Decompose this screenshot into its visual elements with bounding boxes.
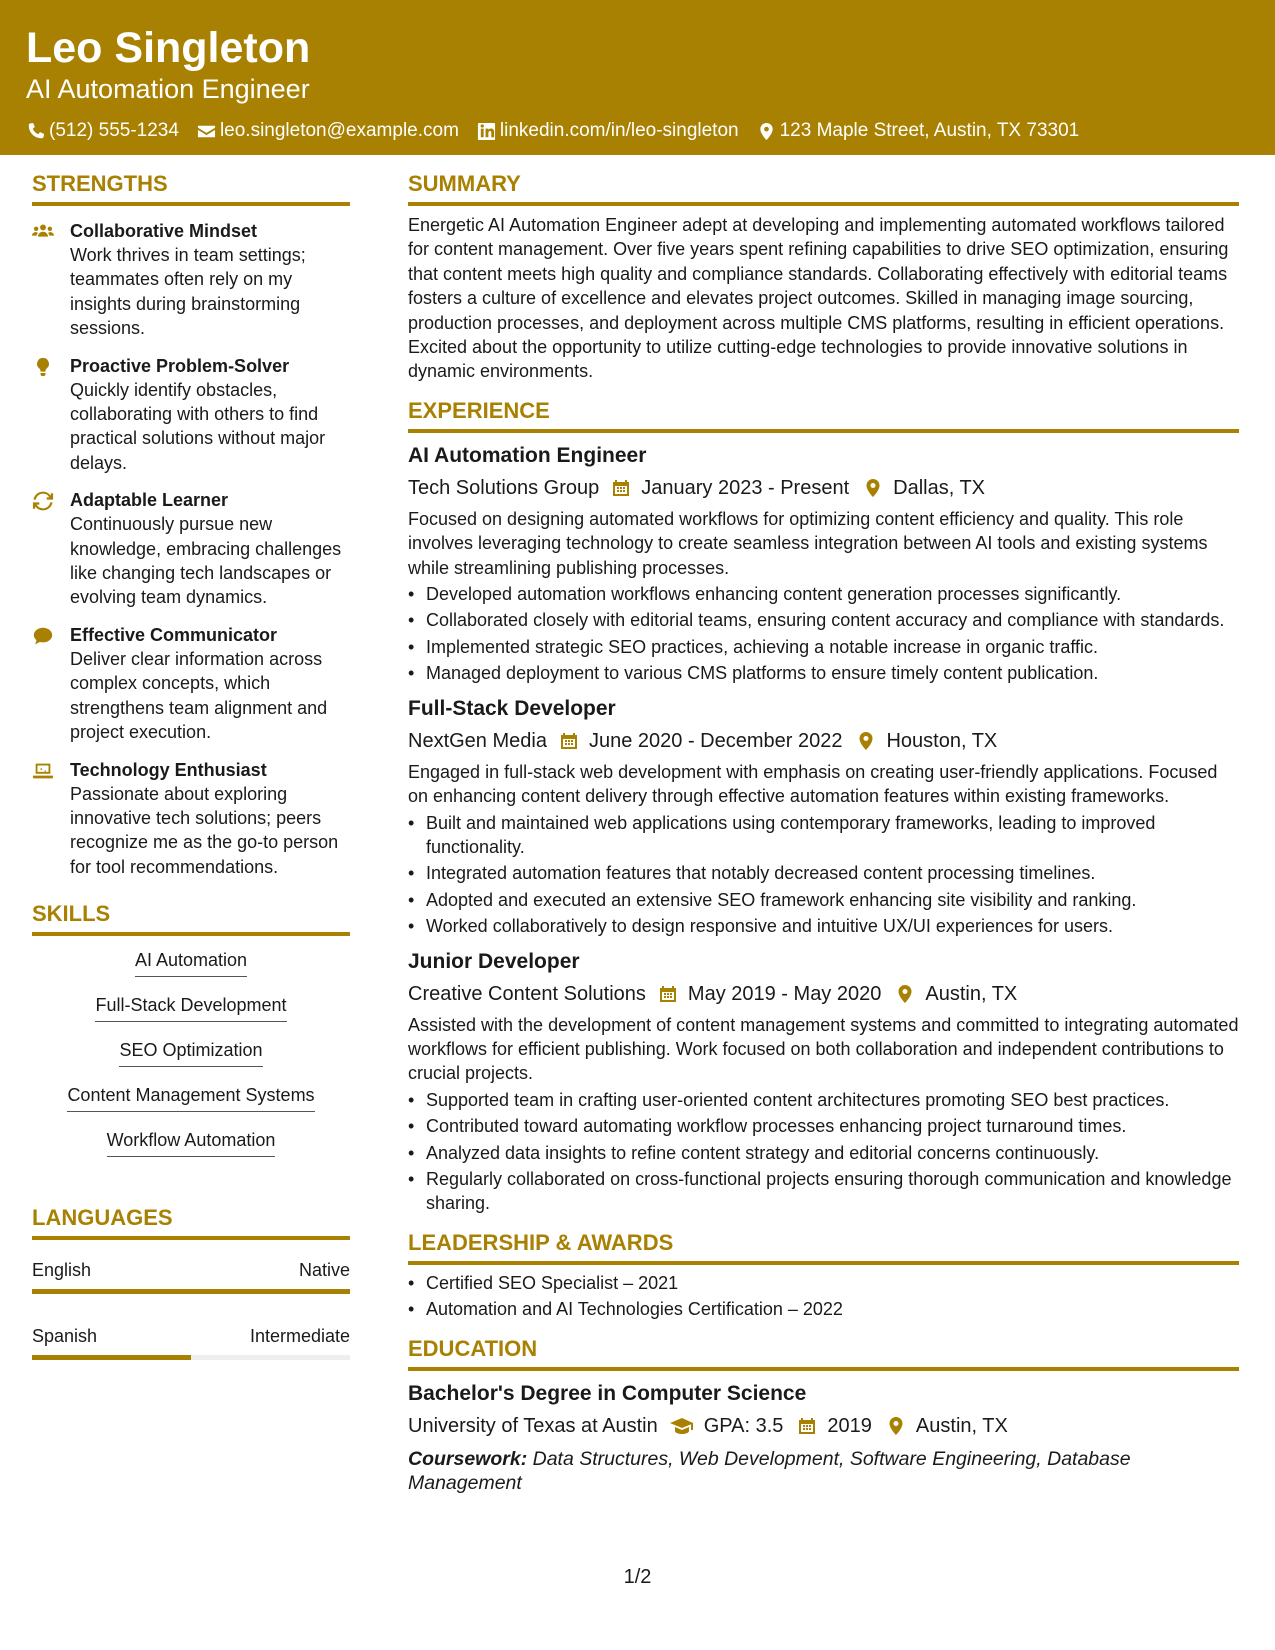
job-title: Full-Stack Developer [408, 696, 616, 720]
language-level: Intermediate [249, 1326, 350, 1347]
degree-title: Bachelor's Degree in Computer Science [408, 1381, 807, 1405]
strength-description: Continuously pursue new knowledge, embracing challenges like changing tech landscapes or evolving team dynamics. [70, 514, 342, 608]
strength-item [32, 354, 350, 476]
language-name: English [32, 1260, 92, 1281]
strength-title: Effective Communicator [70, 624, 278, 645]
envelope-icon [197, 122, 216, 141]
candidate-name: Leo Singleton [26, 24, 311, 72]
job-company: NextGen Media [408, 729, 547, 752]
phone-text: (512) 555-1234 [49, 120, 179, 141]
summary-heading: SUMMARY [408, 171, 1239, 206]
strength-description: Passionate about exploring innovative tech solutions; peers recognize me as the go-to person for tool recommendations. [70, 783, 339, 877]
school-name: University of Texas at Austin [408, 1414, 658, 1437]
map-pin-icon [757, 122, 776, 141]
strength-item [32, 623, 350, 745]
contact-email[interactable] [197, 120, 459, 142]
education-heading: EDUCATION [408, 1336, 1239, 1371]
skill-tag: Full-Stack Development [95, 993, 286, 1022]
skills-heading: SKILLS [32, 901, 350, 936]
school-location: Austin, TX [915, 1414, 1008, 1437]
strength-title: Technology Enthusiast [70, 759, 267, 780]
job-bullet: • Implemented strategic SEO practices, achieving a notable increase in organic traffic. [408, 635, 1239, 659]
skills-list [32, 948, 350, 1173]
linkedin-text: linkedin.com/in/leo-singleton [499, 120, 739, 141]
job-company: Tech Solutions Group [408, 476, 600, 499]
job-bullet: • Regularly collaborated on cross-functional projects ensuring thorough communication and knowledge sharing. [408, 1167, 1239, 1216]
contact-phone[interactable] [26, 120, 179, 142]
languages-heading: LANGUAGES [32, 1205, 350, 1240]
strengths-heading: STRENGTHS [32, 171, 350, 206]
left-column [32, 155, 350, 1360]
job-company: Creative Content Solutions [408, 982, 646, 1005]
map-pin-icon [856, 731, 876, 751]
language-item [32, 1258, 350, 1294]
skill-tag: Content Management Systems [67, 1083, 314, 1112]
email-text: leo.singleton@example.com [219, 120, 459, 141]
leadership-heading: LEADERSHIP & AWARDS [408, 1230, 1239, 1265]
job-bullet: • Contributed toward automating workflow processes enhancing project turnaround times. [408, 1114, 1239, 1138]
laptop-icon [32, 760, 54, 782]
strength-description: Deliver clear information across complex concepts, which strengthens team alignment and project execution. [70, 648, 328, 743]
job-bullet: • Supported team in crafting user-oriented content architectures promoting SEO best practices. [408, 1088, 1239, 1112]
strength-item [32, 488, 350, 610]
strength-item [32, 219, 350, 341]
job-bullet: • Collaborated closely with editorial teams, ensuring content accuracy and compliance with standards. [408, 608, 1239, 632]
calendar-icon [559, 731, 579, 751]
job-location: Austin, TX [925, 982, 1018, 1005]
contact-address [757, 120, 1080, 142]
strength-title: Proactive Problem-Solver [70, 355, 290, 376]
award-item: • Certified SEO Specialist – 2021 [408, 1271, 1239, 1295]
job-bullet: • Built and maintained web applications using contemporary frameworks, leading to improved functionality. [408, 811, 1239, 860]
contact-linkedin[interactable] [477, 120, 739, 142]
job-description: Assisted with the development of content management systems and committed to integrating automated workflows for efficient publishing. Work focused on both collaboration and independent contributions to crucial projects. [408, 1014, 1239, 1084]
resume-header [0, 0, 1275, 155]
job-entry [408, 441, 1239, 686]
strength-title: Adaptable Learner [70, 490, 229, 511]
coursework [408, 1447, 1239, 1495]
lightbulb-icon [32, 356, 54, 378]
summary-text: Energetic AI Automation Engineer adept at developing and implementing automated workflows tailored for content management. Over five years spent refining capabilities to drive SEO optimization, ensuring that content meets high quality and compliance standards. Collaborating effectively with editorial teams fosters a culture of excellence and elevates project outcomes. Skilled in managing image sourcing, production processes, and deployment across multiple CMS platforms, resulting in efficient operations. Excited about the opportunity to utilize cutting-edge technologies to provide innovative solutions in dynamic environments. [408, 215, 1229, 382]
job-bullet: • Analyzed data insights to refine content strategy and editorial concerns continuously. [408, 1141, 1239, 1165]
job-bullet: • Developed automation workflows enhancing content generation processes significantly. [408, 582, 1239, 606]
graduation-year: 2019 [827, 1414, 872, 1437]
strength-description: Work thrives in team settings; teammates often rely on my insights during brainstorming sessions. [70, 245, 306, 339]
job-description: Focused on designing automated workflows for optimizing content efficiency and quality. This role involves leveraging technology to create seamless integration between AI tools and existing systems while streamlining publishing processes. [408, 508, 1208, 578]
strength-title: Collaborative Mindset [70, 221, 258, 241]
linkedin-icon [477, 122, 496, 141]
skill-tag: Workflow Automation [107, 1128, 276, 1157]
coursework-label: Coursework: [408, 1447, 528, 1470]
education-entry [408, 1379, 1239, 1495]
map-pin-icon [863, 478, 883, 498]
award-item: • Automation and AI Technologies Certification – 2022 [408, 1297, 1239, 1321]
experience-heading: EXPERIENCE [408, 398, 1239, 433]
job-dates: January 2023 - Present [641, 476, 850, 499]
users-icon [32, 221, 54, 243]
page-number: 1/2 [623, 1566, 652, 1588]
calendar-icon [611, 478, 631, 498]
graduation-cap-icon [670, 1416, 694, 1436]
strength-item [32, 758, 350, 880]
proficiency-bar [32, 1355, 350, 1360]
contact-bar [26, 120, 1249, 142]
calendar-icon [797, 1416, 817, 1436]
proficiency-fill [32, 1289, 350, 1294]
job-description: Engaged in full-stack web development with emphasis on creating user-friendly applications. Focused on enhancing content delivery through effective automation features within existing frameworks. [408, 761, 1218, 807]
calendar-icon [658, 984, 678, 1004]
skill-tag: AI Automation [135, 948, 247, 977]
proficiency-fill [32, 1355, 191, 1360]
candidate-role: AI Automation Engineer [26, 74, 310, 104]
gpa-text: GPA: 3.5 [703, 1414, 784, 1437]
skill-tag: SEO Optimization [119, 1038, 262, 1067]
map-pin-icon [895, 984, 915, 1004]
job-entry [408, 694, 1239, 939]
job-bullet: • Managed deployment to various CMS platforms to ensure timely content publication. [408, 661, 1239, 685]
job-bullet: • Worked collaboratively to design responsive and intuitive UX/UI experiences for users. [408, 914, 1239, 938]
language-item [32, 1324, 350, 1360]
job-location: Dallas, TX [893, 476, 986, 499]
job-bullet: • Adopted and executed an extensive SEO framework enhancing site visibility and ranking. [408, 888, 1239, 912]
address-text: 123 Maple Street, Austin, TX 73301 [779, 120, 1080, 141]
proficiency-bar [32, 1289, 350, 1294]
job-dates: May 2019 - May 2020 [687, 982, 882, 1005]
language-name: Spanish [32, 1326, 98, 1347]
map-pin-icon [886, 1416, 906, 1436]
language-level: Native [298, 1260, 350, 1281]
job-dates: June 2020 - December 2022 [588, 729, 843, 752]
sync-icon [32, 490, 54, 512]
phone-icon [26, 122, 45, 141]
job-bullet: • Integrated automation features that notably decreased content processing timelines. [408, 861, 1239, 885]
strength-description: Quickly identify obstacles, collaborating with others to find practical solutions without major delays. [70, 379, 326, 473]
job-entry [408, 947, 1239, 1216]
right-column [408, 155, 1239, 1495]
comment-icon [32, 625, 54, 647]
job-title: AI Automation Engineer [408, 443, 647, 467]
job-location: Houston, TX [886, 729, 998, 752]
coursework-list: Data Structures, Web Development, Software Engineering, Database Management [408, 1447, 1131, 1494]
job-title: Junior Developer [408, 949, 580, 973]
